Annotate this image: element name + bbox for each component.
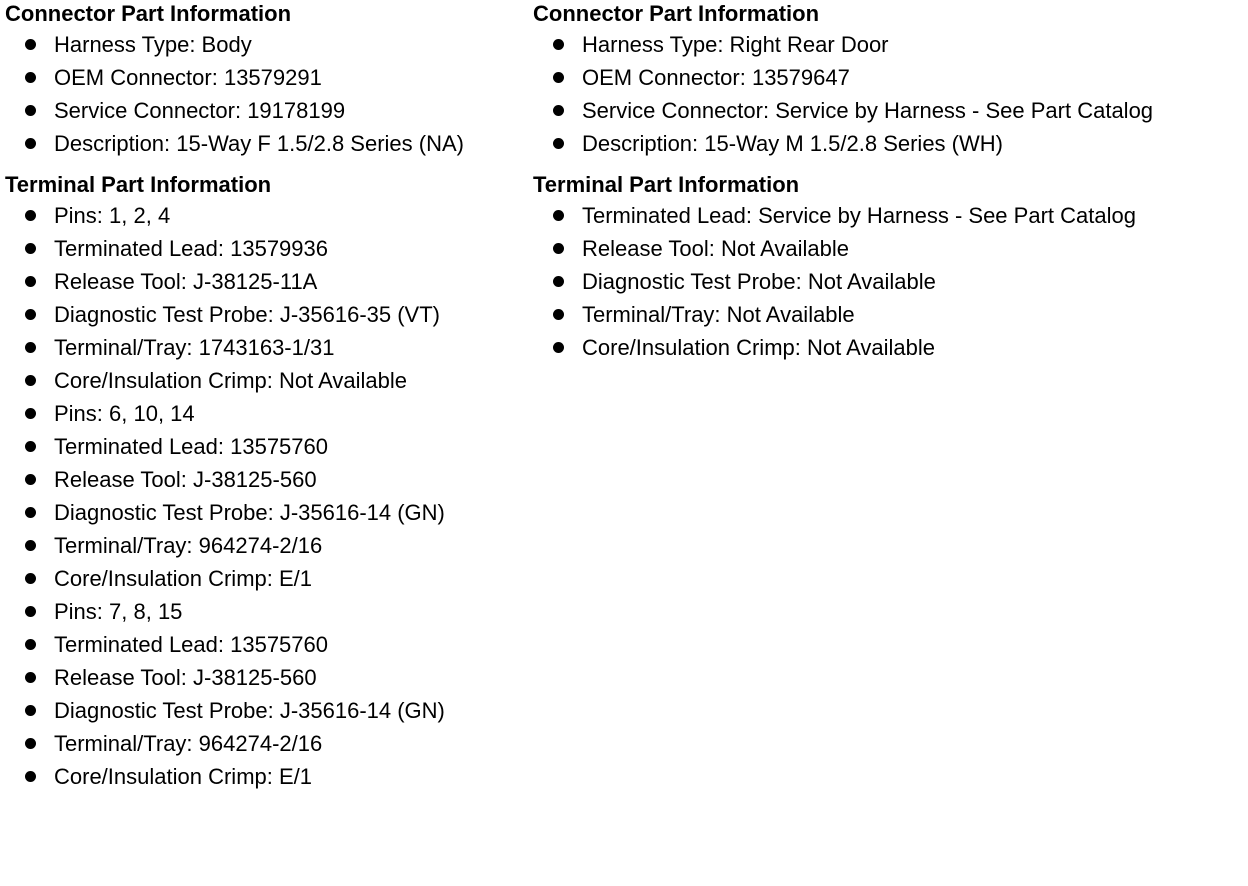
bullet-icon — [25, 72, 36, 83]
left-column — [5, 0, 530, 793]
list-item-text: Pins: 7, 8, 15 — [54, 599, 183, 624]
list-item — [533, 28, 1245, 61]
list-item-text: Core/Insulation Crimp: E/1 — [54, 764, 312, 789]
list-item-text: Diagnostic Test Probe: J-35616-35 (VT) — [54, 302, 440, 327]
list-item-text: Terminal/Tray: 964274-2/16 — [54, 533, 323, 558]
list-item-text: Diagnostic Test Probe: J-35616-14 (GN) — [54, 500, 445, 525]
bullet-icon — [25, 105, 36, 116]
list-item-text: Service Connector: Service by Harness - See Part Catalog — [582, 98, 1154, 123]
bullet-icon — [25, 573, 36, 584]
list-item-text: Terminated Lead: 13579936 — [54, 236, 328, 261]
terminal-heading: Terminal Part Information — [5, 172, 272, 197]
terminal-list-group-1 — [5, 199, 530, 397]
terminal-list-group-1 — [533, 199, 1245, 364]
list-item — [5, 760, 530, 793]
list-item-text: Description: 15-Way F 1.5/2.8 Series (NA) — [54, 131, 464, 156]
bullet-icon — [25, 210, 36, 221]
bullet-icon — [25, 639, 36, 650]
bullet-icon — [553, 210, 564, 221]
bullet-icon — [25, 441, 36, 452]
list-item — [533, 265, 1245, 298]
list-item — [5, 562, 530, 595]
list-item — [5, 628, 530, 661]
list-item — [5, 127, 530, 160]
bullet-icon — [25, 375, 36, 386]
bullet-icon — [553, 39, 564, 50]
list-item — [5, 94, 530, 127]
bullet-icon — [25, 474, 36, 485]
bullet-icon — [553, 276, 564, 287]
list-item-text: Diagnostic Test Probe: Not Available — [582, 269, 936, 294]
list-item — [5, 232, 530, 265]
list-item-text: Core/Insulation Crimp: E/1 — [54, 566, 312, 591]
list-item-text: Terminal/Tray: 1743163-1/31 — [54, 335, 335, 360]
list-item — [5, 265, 530, 298]
connector-list — [5, 28, 530, 160]
list-item — [5, 61, 530, 94]
bullet-icon — [25, 705, 36, 716]
bullet-icon — [25, 138, 36, 149]
list-item — [533, 94, 1245, 127]
list-item — [5, 28, 530, 61]
bullet-icon — [25, 771, 36, 782]
bullet-icon — [25, 738, 36, 749]
bullet-icon — [25, 408, 36, 419]
bullet-icon — [25, 672, 36, 683]
list-item-text: Release Tool: J-38125-560 — [54, 467, 317, 492]
list-item-text: Harness Type: Body — [54, 32, 252, 57]
list-item-text: Terminated Lead: 13575760 — [54, 434, 328, 459]
bullet-icon — [25, 276, 36, 287]
bullet-icon — [25, 342, 36, 353]
list-item-text: OEM Connector: 13579291 — [54, 65, 322, 90]
bullet-icon — [553, 309, 564, 320]
bullet-icon — [25, 540, 36, 551]
list-item — [533, 331, 1245, 364]
list-item-text: Release Tool: J-38125-11A — [54, 269, 318, 294]
list-item-text: Harness Type: Right Rear Door — [582, 32, 889, 57]
list-item-text: Service Connector: 19178199 — [54, 98, 346, 123]
list-item-text: Terminated Lead: Service by Harness - See Part Catalog — [582, 203, 1136, 228]
list-item — [5, 430, 530, 463]
terminal-list-group-2 — [5, 397, 530, 595]
bullet-icon — [25, 243, 36, 254]
bullet-icon — [25, 309, 36, 320]
list-item — [5, 529, 530, 562]
list-item — [533, 61, 1245, 94]
bullet-icon — [25, 39, 36, 50]
list-item-text: Terminated Lead: 13575760 — [54, 632, 328, 657]
bullet-icon — [25, 507, 36, 518]
terminal-heading: Terminal Part Information — [533, 172, 800, 197]
list-item-text: Core/Insulation Crimp: Not Available — [54, 368, 407, 393]
list-item-text: Terminal/Tray: 964274-2/16 — [54, 731, 323, 756]
list-item — [5, 661, 530, 694]
list-item — [533, 127, 1245, 160]
list-item — [5, 298, 530, 331]
list-item — [5, 199, 530, 232]
list-item-text: OEM Connector: 13579647 — [582, 65, 850, 90]
list-item — [5, 496, 530, 529]
bullet-icon — [553, 105, 564, 116]
list-item-text: Description: 15-Way M 1.5/2.8 Series (WH) — [582, 131, 1003, 156]
bullet-icon — [553, 243, 564, 254]
bullet-icon — [553, 342, 564, 353]
bullet-icon — [25, 606, 36, 617]
list-item — [5, 463, 530, 496]
list-item — [533, 199, 1245, 232]
list-item-text: Diagnostic Test Probe: J-35616-14 (GN) — [54, 698, 445, 723]
list-item-text: Core/Insulation Crimp: Not Available — [582, 335, 935, 360]
bullet-icon — [553, 72, 564, 83]
terminal-list-group-3 — [5, 595, 530, 793]
list-item — [5, 331, 530, 364]
bullet-icon — [553, 138, 564, 149]
list-item — [5, 694, 530, 727]
list-item-text: Pins: 6, 10, 14 — [54, 401, 195, 426]
connector-list — [533, 28, 1245, 160]
list-item-text: Terminal/Tray: Not Available — [582, 302, 855, 327]
list-item — [5, 727, 530, 760]
list-item — [5, 595, 530, 628]
list-item — [533, 298, 1245, 331]
connector-heading: Connector Part Information — [5, 1, 292, 26]
list-item — [533, 232, 1245, 265]
list-item-text: Release Tool: Not Available — [582, 236, 850, 261]
connector-heading: Connector Part Information — [533, 1, 820, 26]
list-item-text: Pins: 1, 2, 4 — [54, 203, 171, 228]
list-item-text: Release Tool: J-38125-560 — [54, 665, 317, 690]
list-item — [5, 364, 530, 397]
list-item — [5, 397, 530, 430]
right-column — [533, 0, 1245, 364]
